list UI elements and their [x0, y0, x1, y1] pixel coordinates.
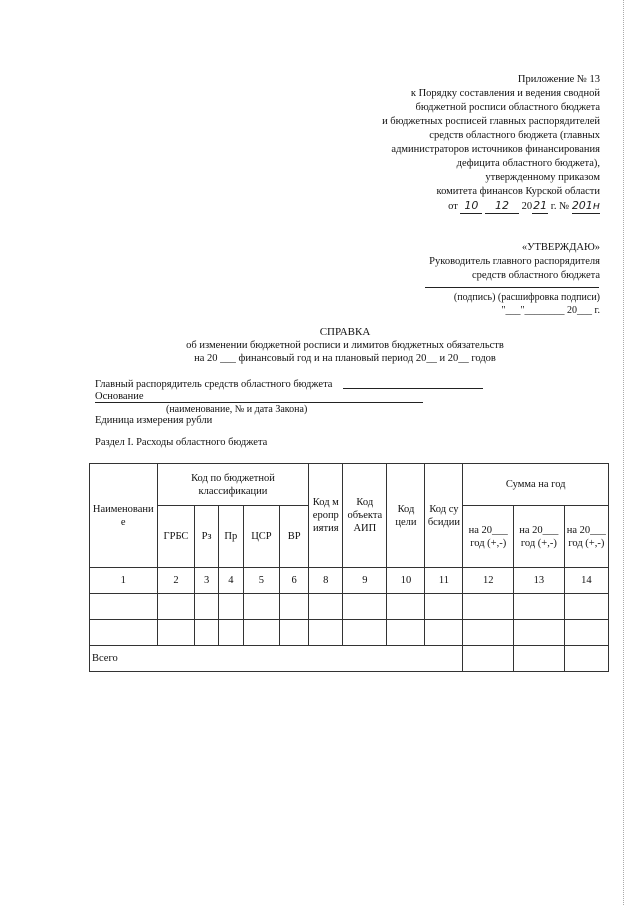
header-rz: Рз: [195, 506, 218, 568]
order-month: 12: [485, 199, 519, 214]
column-number: 1: [90, 568, 158, 594]
column-number: 12: [463, 568, 514, 594]
table-cell[interactable]: [425, 620, 463, 646]
main-manager-label: Главный распорядитель средств областного бюджета: [95, 379, 333, 390]
table-row: [90, 594, 609, 620]
column-numbers-row: [90, 568, 609, 594]
table-cell[interactable]: [90, 594, 158, 620]
column-number: 11: [425, 568, 463, 594]
table-cell[interactable]: [90, 620, 158, 646]
header-budget-code: Код по бюджетной классификации: [157, 464, 309, 506]
table-cell[interactable]: [157, 620, 195, 646]
header-goal-code: Код цели: [387, 464, 425, 568]
signature-line: [425, 287, 599, 288]
table-cell[interactable]: [387, 620, 425, 646]
order-line: от 10 12 2021 г. № 201н: [448, 199, 600, 212]
table-cell[interactable]: [514, 620, 565, 646]
table-cell[interactable]: [279, 594, 309, 620]
table-cell[interactable]: [195, 594, 218, 620]
table-cell[interactable]: [279, 620, 309, 646]
header-subsidy-code: Код субсидии: [425, 464, 463, 568]
total-cell[interactable]: [564, 646, 608, 672]
appendix-line: комитета финансов Курской области: [436, 186, 600, 197]
header-year-sum: Сумма на год: [463, 464, 609, 506]
order-number: 201н: [571, 199, 600, 212]
table-cell[interactable]: [243, 594, 279, 620]
doc-title: СПРАВКА: [319, 326, 371, 338]
approval-date: "___"________ 20___ г.: [501, 305, 600, 316]
table-cell[interactable]: [463, 620, 514, 646]
column-number: 10: [387, 568, 425, 594]
main-manager-line: [343, 388, 483, 389]
appendix-line: администраторов источников финансирования: [391, 144, 600, 155]
column-number: 9: [343, 568, 387, 594]
column-number: 6: [279, 568, 309, 594]
unit-label: Единица измерения рубли: [95, 415, 213, 426]
header-measure-code: Код мероприятия: [309, 464, 343, 568]
table-cell[interactable]: [218, 594, 243, 620]
header-csr: ЦСР: [243, 506, 279, 568]
order-year: 21: [533, 199, 548, 212]
table-cell[interactable]: [309, 594, 343, 620]
column-number: 3: [195, 568, 218, 594]
header-name: Наименование: [90, 464, 158, 568]
table-cell[interactable]: [218, 620, 243, 646]
table-cell[interactable]: [243, 620, 279, 646]
appendix-line: средств областного бюджета (главных: [429, 130, 600, 141]
appendix-line: и бюджетных росписей главных распорядителей: [382, 116, 600, 127]
appendix-line: бюджетной росписи областного бюджета: [415, 102, 600, 113]
appendix-line: утвержденному приказом: [485, 172, 600, 183]
signature-caption: (подпись) (расшифровка подписи): [453, 292, 600, 303]
order-day: 10: [460, 199, 482, 214]
basis-label: Основание: [95, 391, 144, 402]
table-row: [90, 620, 609, 646]
header-grbs: ГРБС: [157, 506, 195, 568]
approval-title: «УТВЕРЖДАЮ»: [521, 242, 600, 253]
table-cell[interactable]: [564, 594, 608, 620]
approval-line: средств областного бюджета: [471, 270, 600, 281]
budget-table: [89, 463, 609, 672]
appendix-line: к Порядку составления и ведения сводной: [410, 88, 600, 99]
table-cell[interactable]: [387, 594, 425, 620]
column-number: 5: [243, 568, 279, 594]
total-label: Всего: [90, 646, 463, 672]
appendix-line: Приложение № 13: [517, 74, 600, 85]
column-number: 8: [309, 568, 343, 594]
table-cell[interactable]: [195, 620, 218, 646]
total-cell[interactable]: [514, 646, 565, 672]
basis-caption: (наименование, № и дата Закона): [166, 404, 308, 415]
total-row: [90, 646, 609, 672]
table-cell[interactable]: [343, 620, 387, 646]
table-cell[interactable]: [514, 594, 565, 620]
approval-block: [300, 241, 600, 283]
doc-subtitle: об изменении бюджетной росписи и лимитов бюджетных обязательств: [186, 340, 504, 351]
table-cell[interactable]: [425, 594, 463, 620]
column-number: 2: [157, 568, 195, 594]
header-aip-code: Код объекта АИП: [343, 464, 387, 568]
table-cell[interactable]: [463, 594, 514, 620]
table-cell[interactable]: [157, 594, 195, 620]
table-cell[interactable]: [309, 620, 343, 646]
approval-line: Руководитель главного распорядителя: [429, 256, 600, 267]
column-number: 13: [514, 568, 565, 594]
table-cell[interactable]: [343, 594, 387, 620]
column-number: 4: [218, 568, 243, 594]
appendix-block: [280, 73, 600, 214]
section-title: Раздел I. Расходы областного бюджета: [95, 437, 268, 448]
header-year-3: на 20___ год (+,-): [564, 506, 608, 568]
header-vr: ВР: [279, 506, 309, 568]
total-cell[interactable]: [463, 646, 514, 672]
appendix-line: дефицита областного бюджета),: [456, 158, 600, 169]
header-year-1: на 20___ год (+,-): [463, 506, 514, 568]
header-pr: Пр: [218, 506, 243, 568]
doc-subtitle-period: на 20 ___ финансовый год и на плановый период 20__ и 20__ годов: [194, 353, 496, 364]
table-cell[interactable]: [564, 620, 608, 646]
scan-edge: [623, 0, 624, 905]
header-year-2: на 20___ год (+,-): [514, 506, 565, 568]
column-number: 14: [564, 568, 608, 594]
